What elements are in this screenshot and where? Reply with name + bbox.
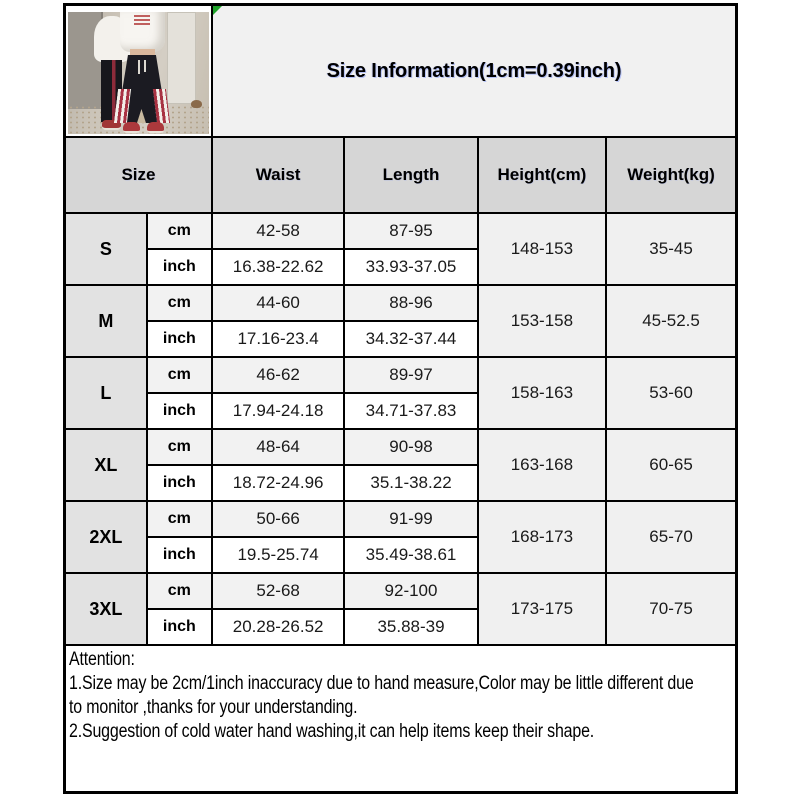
unit-label-cm: cm [147,429,212,465]
height-cell: 163-168 [478,429,606,501]
photo-white-door [167,12,196,104]
weight-cell: 35-45 [606,213,736,285]
col-header-height: Height(cm) [478,137,606,213]
unit-label-cm: cm [147,285,212,321]
table-row [65,213,737,249]
height-cell: 158-163 [478,357,606,429]
photo-object-on-floor [191,100,202,108]
value-cell: 90-98 [344,429,477,465]
height-cell: 153-158 [478,285,606,357]
value-cell: 35.1-38.22 [344,465,477,501]
table-row [65,501,737,537]
unit-label-inch: inch [147,537,212,573]
value-cell: 92-100 [344,573,477,609]
value-cell: 20.28-26.52 [212,609,344,645]
table-row [65,285,737,321]
value-cell: 48-64 [212,429,344,465]
attention-note-line: to monitor ,thanks for your understanding. [69,697,358,718]
size-label: 3XL [65,573,147,645]
value-cell: 42-58 [212,213,344,249]
unit-label-inch: inch [147,249,212,285]
col-header-weight: Weight(kg) [606,137,736,213]
value-cell: 34.71-37.83 [344,393,477,429]
value-cell: 88-96 [344,285,477,321]
column-header-row [65,137,737,213]
value-cell: 91-99 [344,501,477,537]
size-table [63,3,738,794]
attention-box [65,645,737,793]
height-cell: 173-175 [478,573,606,645]
height-cell: 148-153 [478,213,606,285]
attention-row [65,645,737,793]
photo-front-shoe-left [123,122,140,133]
unit-label-inch: inch [147,609,212,645]
weight-cell: 60-65 [606,429,736,501]
unit-label-cm: cm [147,501,212,537]
photo-shirt-print [134,15,150,25]
photo-front-person-waist [130,49,155,56]
value-cell: 16.38-22.62 [212,249,344,285]
value-cell: 46-62 [212,357,344,393]
value-cell: 33.93-37.05 [344,249,477,285]
value-cell: 44-60 [212,285,344,321]
height-cell: 168-173 [478,501,606,573]
size-label: XL [65,429,147,501]
unit-label-inch: inch [147,465,212,501]
value-cell: 87-95 [344,213,477,249]
unit-label-cm: cm [147,573,212,609]
unit-label-cm: cm [147,213,212,249]
value-cell: 35.88-39 [344,609,477,645]
table-row [65,357,737,393]
unit-label-cm: cm [147,357,212,393]
weight-cell: 65-70 [606,501,736,573]
attention-heading: Attention: [69,649,135,670]
weight-cell: 53-60 [606,357,736,429]
col-header-waist: Waist [212,137,344,213]
col-header-size: Size [65,137,212,213]
attention-note-line: 2.Suggestion of cold water hand washing,it can help items keep their shape. [69,721,595,742]
value-cell: 17.94-24.18 [212,393,344,429]
product-photo [68,12,209,134]
size-label: 2XL [65,501,147,573]
weight-cell: 45-52.5 [606,285,736,357]
size-label: L [65,357,147,429]
unit-label-inch: inch [147,393,212,429]
photo-front-shoe-right [147,122,164,133]
product-photo-cell [65,5,212,138]
photo-drawstring [138,60,140,74]
size-label: M [65,285,147,357]
table-row [65,573,737,609]
value-cell: 18.72-24.96 [212,465,344,501]
value-cell: 52-68 [212,573,344,609]
col-header-length: Length [344,137,477,213]
value-cell: 35.49-38.61 [344,537,477,573]
unit-label-inch: inch [147,321,212,357]
green-corner-triangle-icon [213,6,222,15]
value-cell: 89-97 [344,357,477,393]
table-row [65,429,737,465]
weight-cell: 70-75 [606,573,736,645]
value-cell: 50-66 [212,501,344,537]
banner-row [65,5,737,138]
value-cell: 17.16-23.4 [212,321,344,357]
title-cell [212,5,737,138]
size-label: S [65,213,147,285]
attention-note-line: 1.Size may be 2cm/1inch inaccuracy due to hand measure,Color may be little different due [69,673,694,694]
value-cell: 19.5-25.74 [212,537,344,573]
value-cell: 34.32-37.44 [344,321,477,357]
page-title: Size Information(1cm=0.39inch) [326,59,622,82]
photo-drawstring [144,60,146,72]
